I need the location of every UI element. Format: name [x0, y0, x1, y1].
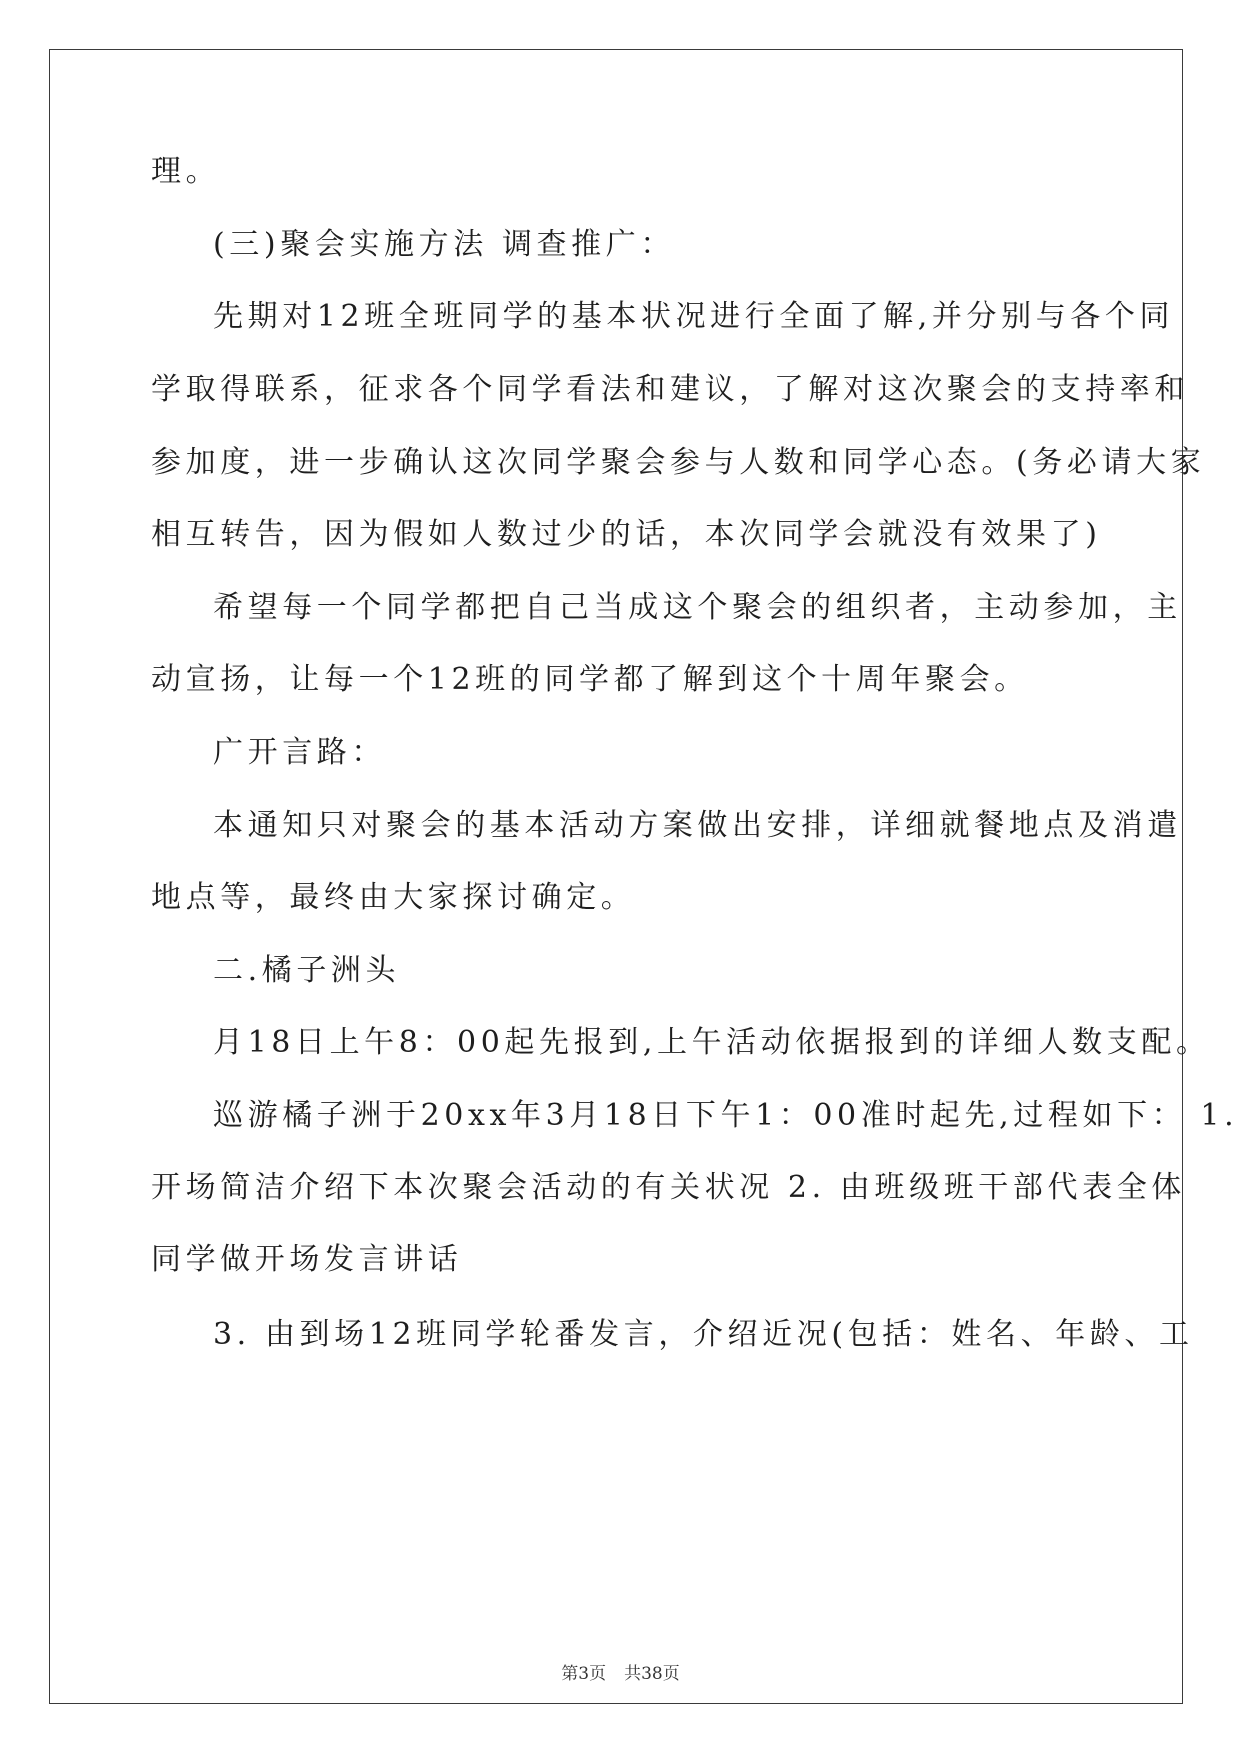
text-line-3: 先期对12班全班同学的基本状况进行全面了解,并分别与各个同	[213, 299, 1175, 334]
text-line-5: 参加度，进一步确认这次同学聚会参与人数和同学心态。(务必请大家	[151, 445, 1206, 480]
page-number: 第3页	[561, 1664, 607, 1684]
text-line-7: 希望每一个同学都把自己当成这个聚会的组织者，主动参加，主	[213, 590, 1182, 625]
text-line-14: 巡游橘子洲于20xx年3月18日下午1：00准时起先,过程如下： 1.	[213, 1098, 1239, 1133]
text-line-17: 3. 由到场12班同学轮番发言，介绍近况(包括：姓名、年龄、工	[213, 1317, 1194, 1352]
text-line-1: 理。	[151, 154, 221, 189]
section-heading-juzizhoutou: 二.橘子洲头	[213, 953, 401, 988]
text-line-6: 相互转告，因为假如人数过少的话，本次同学会就没有效果了)	[151, 517, 1102, 552]
text-line-16: 同学做开场发言讲话	[151, 1242, 463, 1277]
text-line-4: 学取得联系，征求各个同学看法和建议，了解对这次聚会的支持率和	[151, 372, 1189, 407]
text-line-13: 月18日上午8：00起先报到,上午活动依据报到的详细人数支配。	[213, 1025, 1211, 1060]
section-heading-open-discussion: 广开言路：	[213, 735, 386, 770]
page-footer	[0, 1663, 1241, 1685]
text-line-15: 开场简洁介绍下本次聚会活动的有关状况 2. 由班级班干部代表全体	[151, 1170, 1186, 1205]
section-heading-implementation: (三)聚会实施方法 调查推广：	[213, 227, 675, 262]
text-line-10: 本通知只对聚会的基本活动方案做出安排，详细就餐地点及消遣	[213, 808, 1182, 843]
text-line-8: 动宣扬，让每一个12班的同学都了解到这个十周年聚会。	[151, 662, 1029, 697]
text-line-11: 地点等，最终由大家探讨确定。	[151, 880, 636, 915]
total-pages: 共38页	[624, 1664, 680, 1684]
